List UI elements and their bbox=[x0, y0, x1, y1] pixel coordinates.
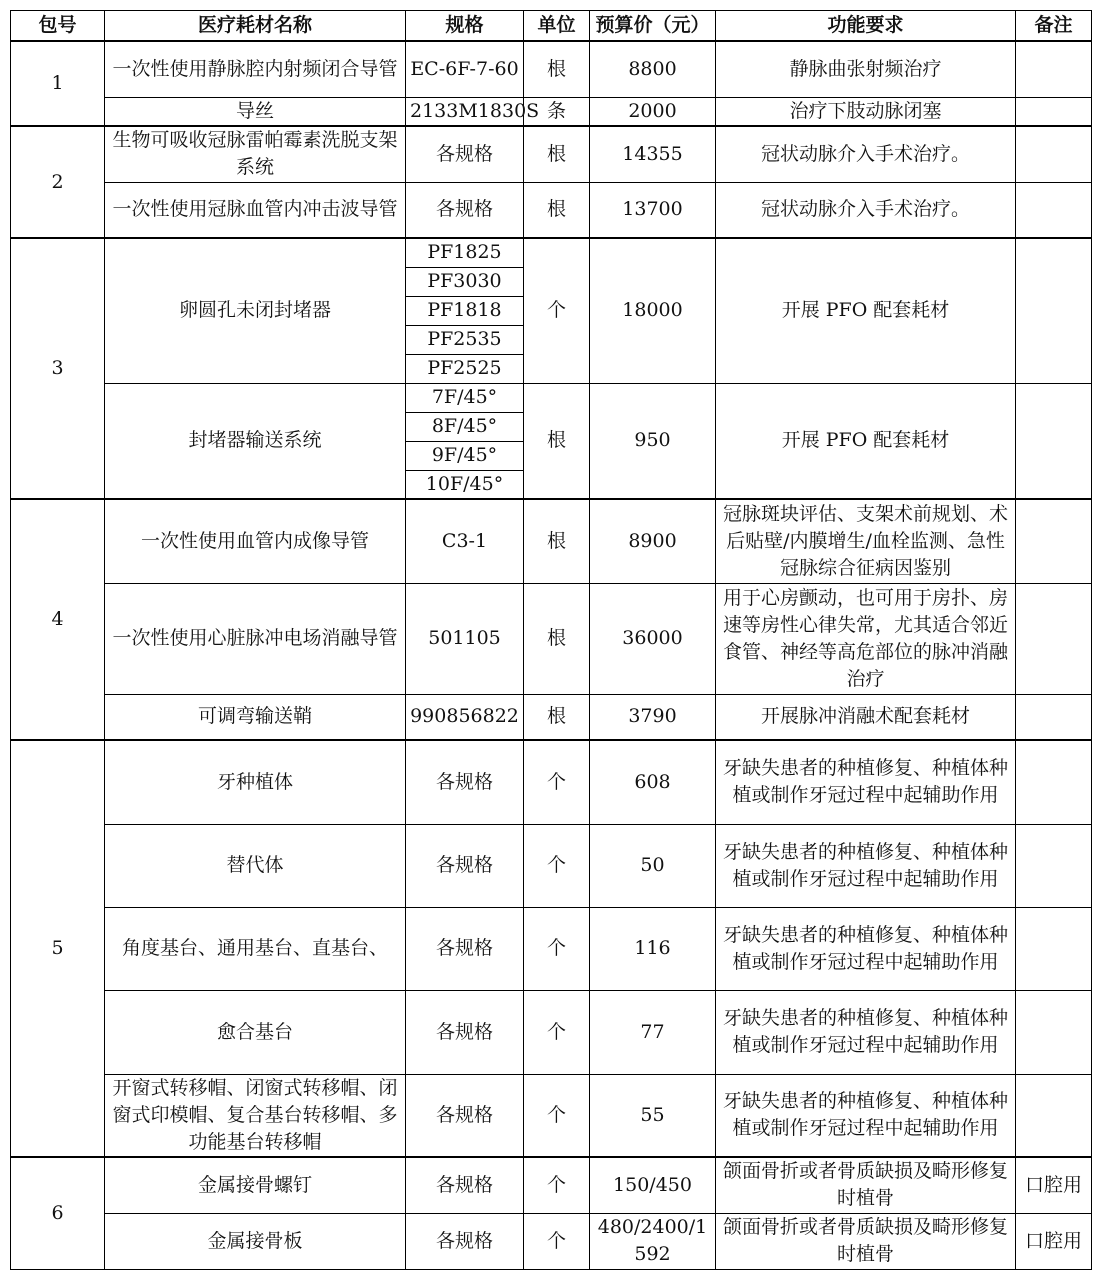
item-note bbox=[1016, 182, 1092, 238]
table-row bbox=[11, 740, 1092, 824]
item-spec: 各规格 bbox=[406, 1157, 524, 1213]
item-function: 静脉曲张射频治疗 bbox=[716, 41, 1016, 97]
package-number: 5 bbox=[11, 740, 105, 1157]
table-row bbox=[11, 126, 1092, 182]
item-price: 36000 bbox=[590, 583, 716, 694]
header-unit: 单位 bbox=[524, 11, 590, 42]
item-function: 冠状动脉介入手术治疗。 bbox=[716, 126, 1016, 182]
item-note bbox=[1016, 41, 1092, 97]
item-name: 导丝 bbox=[105, 97, 406, 126]
item-function: 牙缺失患者的种植修复、种植体种植或制作牙冠过程中起辅助作用 bbox=[716, 740, 1016, 824]
item-price: 77 bbox=[590, 990, 716, 1074]
item-spec: 8F/45° bbox=[406, 412, 524, 441]
item-name: 一次性使用血管内成像导管 bbox=[105, 499, 406, 583]
item-function: 冠脉斑块评估、支架术前规划、术后贴壁/内膜增生/血栓监测、急性冠脉综合征病因鉴别 bbox=[716, 499, 1016, 583]
item-spec: 各规格 bbox=[406, 182, 524, 238]
table-row bbox=[11, 907, 1092, 990]
item-unit: 根 bbox=[524, 694, 590, 740]
header-spec: 规格 bbox=[406, 11, 524, 42]
package-number: 2 bbox=[11, 126, 105, 238]
item-price: 8800 bbox=[590, 41, 716, 97]
item-note bbox=[1016, 694, 1092, 740]
item-spec: 各规格 bbox=[406, 1213, 524, 1269]
item-name: 牙种植体 bbox=[105, 740, 406, 824]
item-spec: PF1825 bbox=[406, 238, 524, 267]
item-function: 开展脉冲消融术配套耗材 bbox=[716, 694, 1016, 740]
item-price: 14355 bbox=[590, 126, 716, 182]
item-price: 55 bbox=[590, 1074, 716, 1157]
item-name: 一次性使用冠脉血管内冲击波导管 bbox=[105, 182, 406, 238]
item-unit: 个 bbox=[524, 1213, 590, 1269]
item-price: 150/450 bbox=[590, 1157, 716, 1213]
item-unit: 根 bbox=[524, 182, 590, 238]
item-note bbox=[1016, 824, 1092, 907]
item-unit: 个 bbox=[524, 740, 590, 824]
package-number: 4 bbox=[11, 499, 105, 740]
item-spec: 各规格 bbox=[406, 126, 524, 182]
table-row bbox=[11, 1157, 1092, 1213]
table-row bbox=[11, 383, 1092, 412]
item-unit: 根 bbox=[524, 41, 590, 97]
item-function: 用于心房颤动，也可用于房扑、房速等房性心律失常，尤其适合邻近食管、神经等高危部位的脉冲消融治疗 bbox=[716, 583, 1016, 694]
item-note bbox=[1016, 383, 1092, 499]
header-price: 预算价（元） bbox=[590, 11, 716, 42]
item-name: 卵圆孔未闭封堵器 bbox=[105, 238, 406, 383]
item-spec: 各规格 bbox=[406, 740, 524, 824]
header-package-no: 包号 bbox=[11, 11, 105, 42]
item-function: 颌面骨折或者骨质缺损及畸形修复时植骨 bbox=[716, 1213, 1016, 1269]
item-spec: EC-6F-7-60 bbox=[406, 41, 524, 97]
item-note bbox=[1016, 238, 1092, 383]
package-number: 6 bbox=[11, 1157, 105, 1269]
item-function: 牙缺失患者的种植修复、种植体种植或制作牙冠过程中起辅助作用 bbox=[716, 1074, 1016, 1157]
item-note: 口腔用 bbox=[1016, 1157, 1092, 1213]
table-row bbox=[11, 1074, 1092, 1157]
item-unit: 个 bbox=[524, 1074, 590, 1157]
header-row bbox=[11, 11, 1092, 42]
item-spec: PF3030 bbox=[406, 267, 524, 296]
item-unit: 个 bbox=[524, 990, 590, 1074]
table-row bbox=[11, 583, 1092, 694]
item-spec: 各规格 bbox=[406, 824, 524, 907]
consumables-table bbox=[10, 10, 1092, 1270]
item-spec: PF1818 bbox=[406, 296, 524, 325]
item-price: 950 bbox=[590, 383, 716, 499]
item-note bbox=[1016, 499, 1092, 583]
item-function: 牙缺失患者的种植修复、种植体种植或制作牙冠过程中起辅助作用 bbox=[716, 990, 1016, 1074]
item-note: 口腔用 bbox=[1016, 1213, 1092, 1269]
item-unit: 个 bbox=[524, 238, 590, 383]
item-spec: 各规格 bbox=[406, 1074, 524, 1157]
table-row bbox=[11, 41, 1092, 97]
item-unit: 根 bbox=[524, 383, 590, 499]
header-note: 备注 bbox=[1016, 11, 1092, 42]
item-spec: PF2535 bbox=[406, 325, 524, 354]
item-note bbox=[1016, 1074, 1092, 1157]
item-function: 治疗下肢动脉闭塞 bbox=[716, 97, 1016, 126]
item-name: 一次性使用心脏脉冲电场消融导管 bbox=[105, 583, 406, 694]
table-row bbox=[11, 97, 1092, 126]
item-spec: 9F/45° bbox=[406, 441, 524, 470]
item-spec: 7F/45° bbox=[406, 383, 524, 412]
item-function: 牙缺失患者的种植修复、种植体种植或制作牙冠过程中起辅助作用 bbox=[716, 824, 1016, 907]
item-spec: 各规格 bbox=[406, 907, 524, 990]
item-spec: 990856822 bbox=[406, 694, 524, 740]
package-number: 3 bbox=[11, 238, 105, 499]
item-spec: 501105 bbox=[406, 583, 524, 694]
item-function: 颌面骨折或者骨质缺损及畸形修复时植骨 bbox=[716, 1157, 1016, 1213]
item-note bbox=[1016, 990, 1092, 1074]
item-price: 50 bbox=[590, 824, 716, 907]
item-unit: 个 bbox=[524, 1157, 590, 1213]
item-price: 13700 bbox=[590, 182, 716, 238]
item-spec: 2133M1830S bbox=[406, 97, 524, 126]
item-name: 替代体 bbox=[105, 824, 406, 907]
table-row bbox=[11, 824, 1092, 907]
item-unit: 个 bbox=[524, 907, 590, 990]
item-spec: 各规格 bbox=[406, 990, 524, 1074]
item-name: 可调弯输送鞘 bbox=[105, 694, 406, 740]
item-price: 608 bbox=[590, 740, 716, 824]
item-note bbox=[1016, 97, 1092, 126]
table-row bbox=[11, 182, 1092, 238]
item-price: 2000 bbox=[590, 97, 716, 126]
item-function: 开展 PFO 配套耗材 bbox=[716, 238, 1016, 383]
item-name: 开窗式转移帽、闭窗式转移帽、闭窗式印模帽、复合基台转移帽、多功能基台转移帽 bbox=[105, 1074, 406, 1157]
item-unit: 根 bbox=[524, 126, 590, 182]
item-spec: PF2525 bbox=[406, 354, 524, 383]
item-unit: 个 bbox=[524, 824, 590, 907]
item-name: 一次性使用静脉腔内射频闭合导管 bbox=[105, 41, 406, 97]
item-name: 封堵器输送系统 bbox=[105, 383, 406, 499]
header-name: 医疗耗材名称 bbox=[105, 11, 406, 42]
item-spec: C3-1 bbox=[406, 499, 524, 583]
item-unit: 根 bbox=[524, 583, 590, 694]
item-name: 愈合基台 bbox=[105, 990, 406, 1074]
item-name: 金属接骨板 bbox=[105, 1213, 406, 1269]
item-function: 牙缺失患者的种植修复、种植体种植或制作牙冠过程中起辅助作用 bbox=[716, 907, 1016, 990]
item-note bbox=[1016, 126, 1092, 182]
item-unit: 根 bbox=[524, 499, 590, 583]
item-name: 生物可吸收冠脉雷帕霉素洗脱支架系统 bbox=[105, 126, 406, 182]
item-price: 18000 bbox=[590, 238, 716, 383]
item-price: 8900 bbox=[590, 499, 716, 583]
item-unit: 条 bbox=[524, 97, 590, 126]
item-function: 开展 PFO 配套耗材 bbox=[716, 383, 1016, 499]
table-row bbox=[11, 1213, 1092, 1269]
header-function: 功能要求 bbox=[716, 11, 1016, 42]
package-number: 1 bbox=[11, 41, 105, 126]
table-row bbox=[11, 990, 1092, 1074]
table-row bbox=[11, 238, 1092, 267]
item-price: 3790 bbox=[590, 694, 716, 740]
item-note bbox=[1016, 583, 1092, 694]
item-price: 480/2400/1592 bbox=[590, 1213, 716, 1269]
item-name: 金属接骨螺钉 bbox=[105, 1157, 406, 1213]
table-row bbox=[11, 499, 1092, 583]
item-spec: 10F/45° bbox=[406, 470, 524, 499]
item-note bbox=[1016, 740, 1092, 824]
item-note bbox=[1016, 907, 1092, 990]
table-row bbox=[11, 694, 1092, 740]
item-name: 角度基台、通用基台、直基台、 bbox=[105, 907, 406, 990]
item-price: 116 bbox=[590, 907, 716, 990]
item-function: 冠状动脉介入手术治疗。 bbox=[716, 182, 1016, 238]
